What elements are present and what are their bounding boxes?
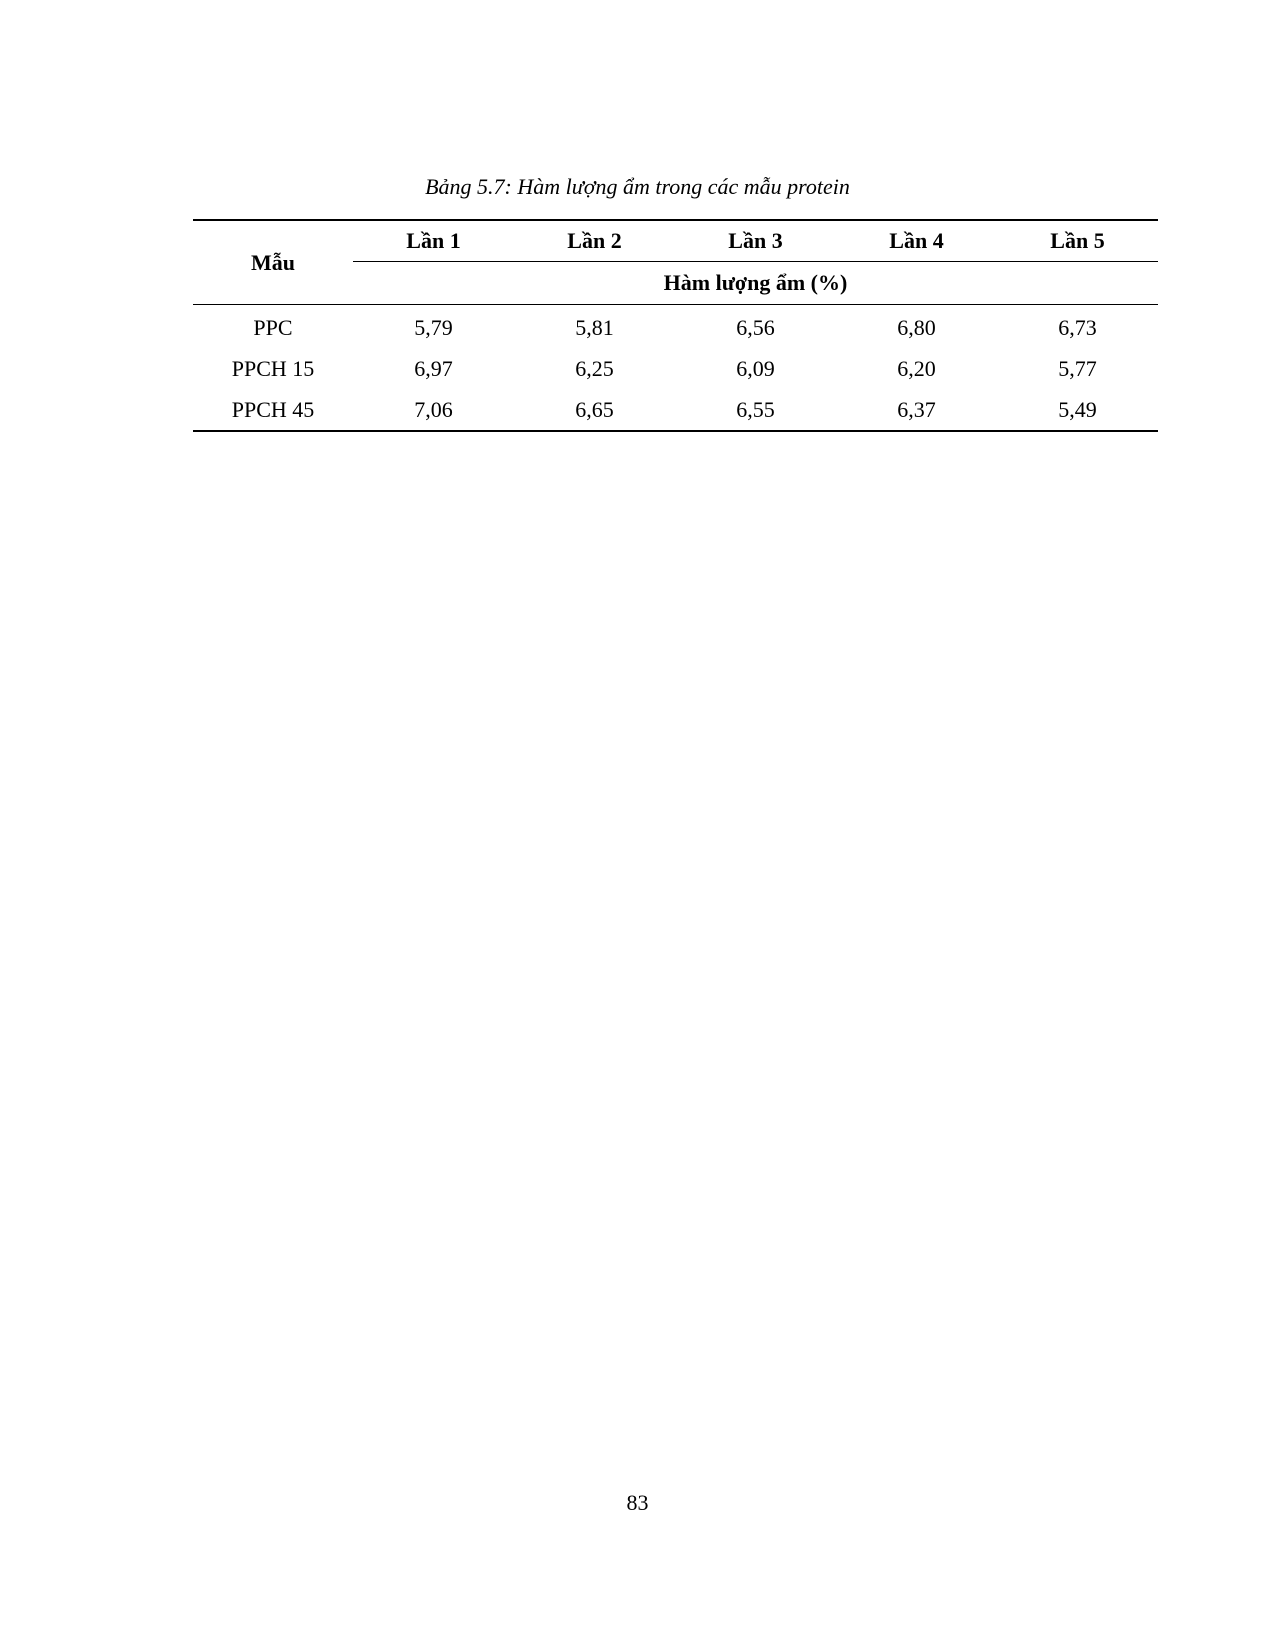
value-cell: 6,09 <box>736 355 775 381</box>
page-number: 83 <box>626 1490 649 1515</box>
value-cell: 5,79 <box>414 314 453 340</box>
sample-cell: PPCH 45 <box>193 389 353 431</box>
value-cell: 6,97 <box>414 355 453 381</box>
value-cell: 6,73 <box>1058 314 1097 340</box>
table-row <box>193 348 1158 389</box>
header-moisture-unit: Hàm lượng ẩm (%) <box>353 262 1158 305</box>
header-run-3: Lần 3 <box>675 220 836 262</box>
moisture-table <box>193 219 1158 432</box>
value-cell: 5,77 <box>1058 355 1097 381</box>
header-sample: Mẫu <box>193 220 353 305</box>
value-cell: 6,25 <box>575 355 614 381</box>
value-cell: 5,49 <box>997 389 1158 431</box>
sample-cell: PPCH 15 <box>231 355 315 381</box>
table-row <box>193 389 1158 431</box>
value-cell: 7,06 <box>353 389 514 431</box>
value-cell: 6,20 <box>897 355 936 381</box>
table-row <box>193 305 1158 349</box>
value-cell: 6,55 <box>675 389 836 431</box>
table-caption: Bảng 5.7: Hàm lượng ẩm trong các mẫu protein <box>425 174 850 199</box>
header-row-runs <box>193 220 1158 262</box>
value-cell: 6,56 <box>736 314 775 340</box>
header-run-1: Lần 1 <box>353 220 514 262</box>
value-cell: 6,80 <box>897 314 936 340</box>
value-cell: 5,81 <box>575 314 614 340</box>
value-cell: 6,65 <box>514 389 675 431</box>
header-run-2: Lần 2 <box>514 220 675 262</box>
header-run-4: Lần 4 <box>836 220 997 262</box>
sample-cell: PPC <box>253 314 293 340</box>
value-cell: 6,37 <box>836 389 997 431</box>
header-run-5: Lần 5 <box>997 220 1158 262</box>
